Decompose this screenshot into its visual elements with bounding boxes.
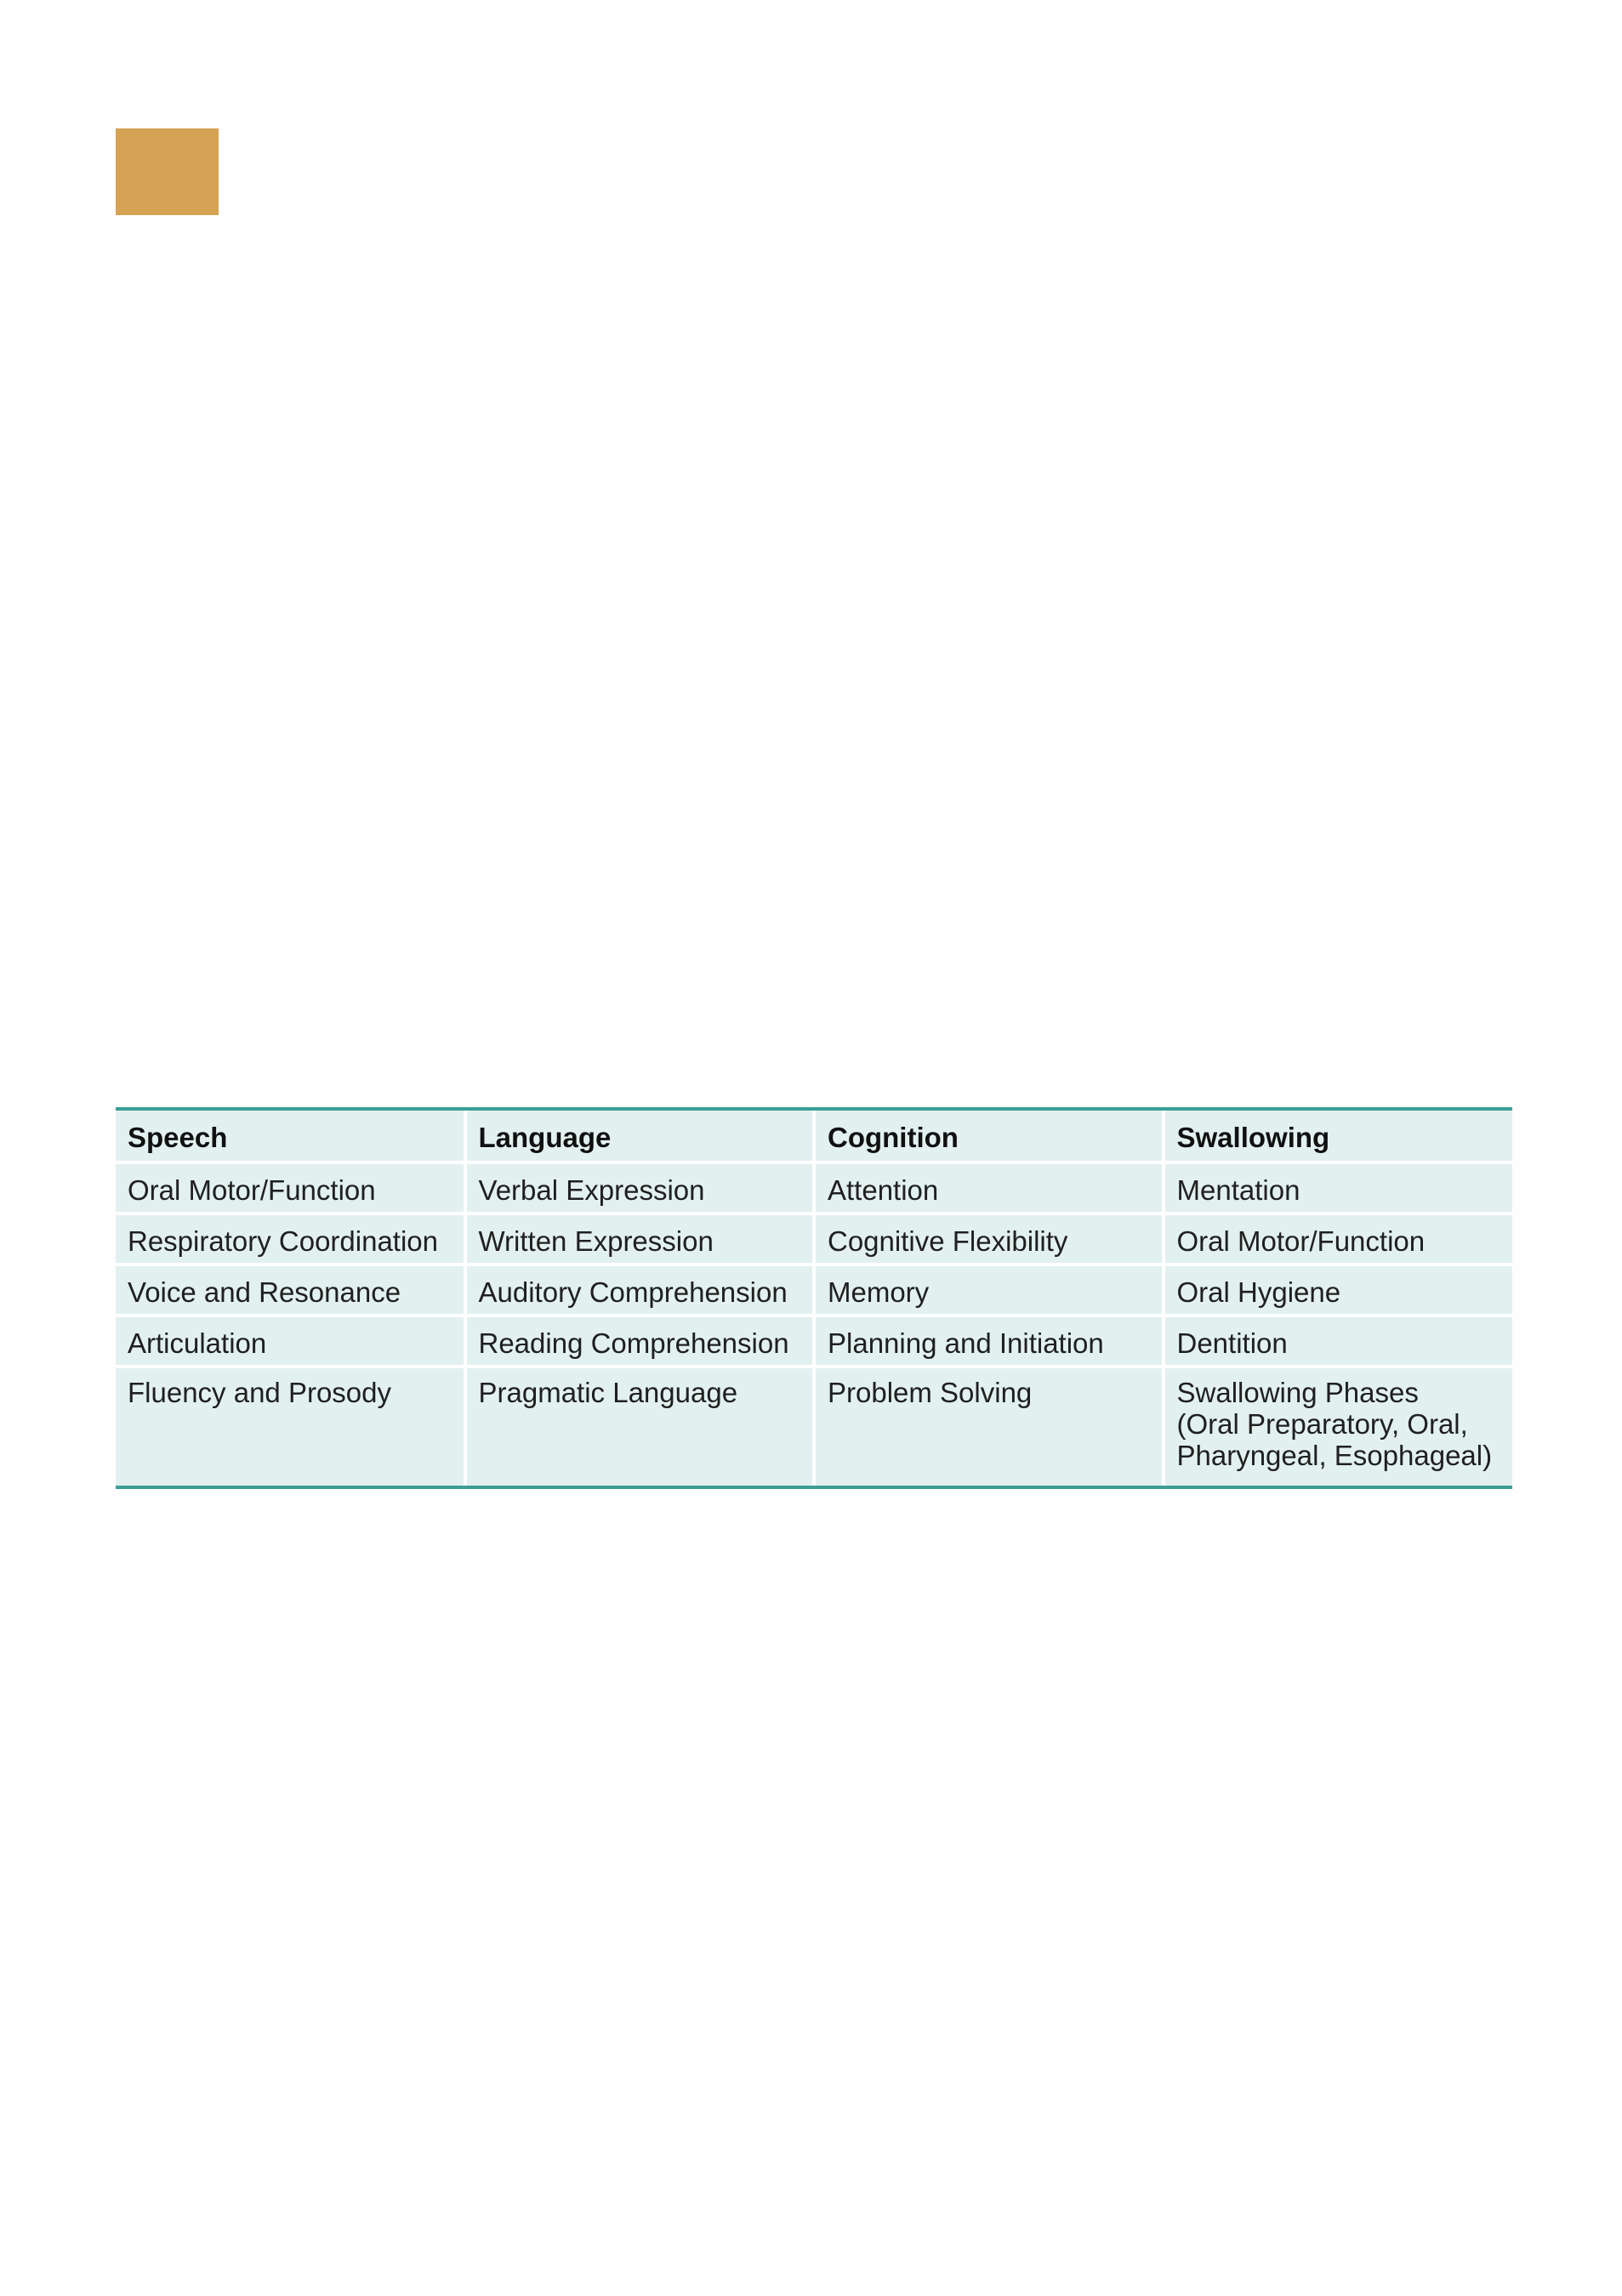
cell-language: Verbal Expression xyxy=(465,1162,815,1213)
cell-language: Auditory Comprehension xyxy=(465,1265,815,1316)
header-language: Language xyxy=(465,1111,815,1162)
cell-speech: Voice and Resonance xyxy=(116,1265,465,1316)
domains-table xyxy=(116,1107,1512,1489)
cell-speech: Fluency and Prosody xyxy=(116,1367,465,1486)
cell-speech: Articulation xyxy=(116,1316,465,1367)
table-row xyxy=(116,1213,1512,1265)
cell-language: Written Expression xyxy=(465,1213,815,1265)
domains-table-grid xyxy=(116,1111,1512,1486)
table-header-row xyxy=(116,1111,1512,1162)
cell-speech: Oral Motor/Function xyxy=(116,1162,465,1213)
cell-swallowing: Dentition xyxy=(1164,1316,1513,1367)
cell-language: Pragmatic Language xyxy=(465,1367,815,1486)
cell-speech: Respiratory Coordination xyxy=(116,1213,465,1265)
cell-cognition: Cognitive Flexibility xyxy=(814,1213,1164,1265)
cell-language: Reading Comprehension xyxy=(465,1316,815,1367)
table-row xyxy=(116,1316,1512,1367)
cell-cognition: Planning and Initiation xyxy=(814,1316,1164,1367)
accent-square xyxy=(116,128,219,215)
header-cognition: Cognition xyxy=(814,1111,1164,1162)
cell-swallowing: Mentation xyxy=(1164,1162,1513,1213)
cell-swallowing: Oral Motor/Function xyxy=(1164,1213,1513,1265)
table-row xyxy=(116,1367,1512,1486)
cell-swallowing: Oral Hygiene xyxy=(1164,1265,1513,1316)
cell-cognition: Attention xyxy=(814,1162,1164,1213)
cell-swallowing: Swallowing Phases (Oral Preparatory, Oral, Pharyngeal, Esophageal) xyxy=(1164,1367,1513,1486)
table-row xyxy=(116,1162,1512,1213)
cell-cognition: Memory xyxy=(814,1265,1164,1316)
table-row xyxy=(116,1265,1512,1316)
header-speech: Speech xyxy=(116,1111,465,1162)
cell-cognition: Problem Solving xyxy=(814,1367,1164,1486)
header-swallowing: Swallowing xyxy=(1164,1111,1513,1162)
